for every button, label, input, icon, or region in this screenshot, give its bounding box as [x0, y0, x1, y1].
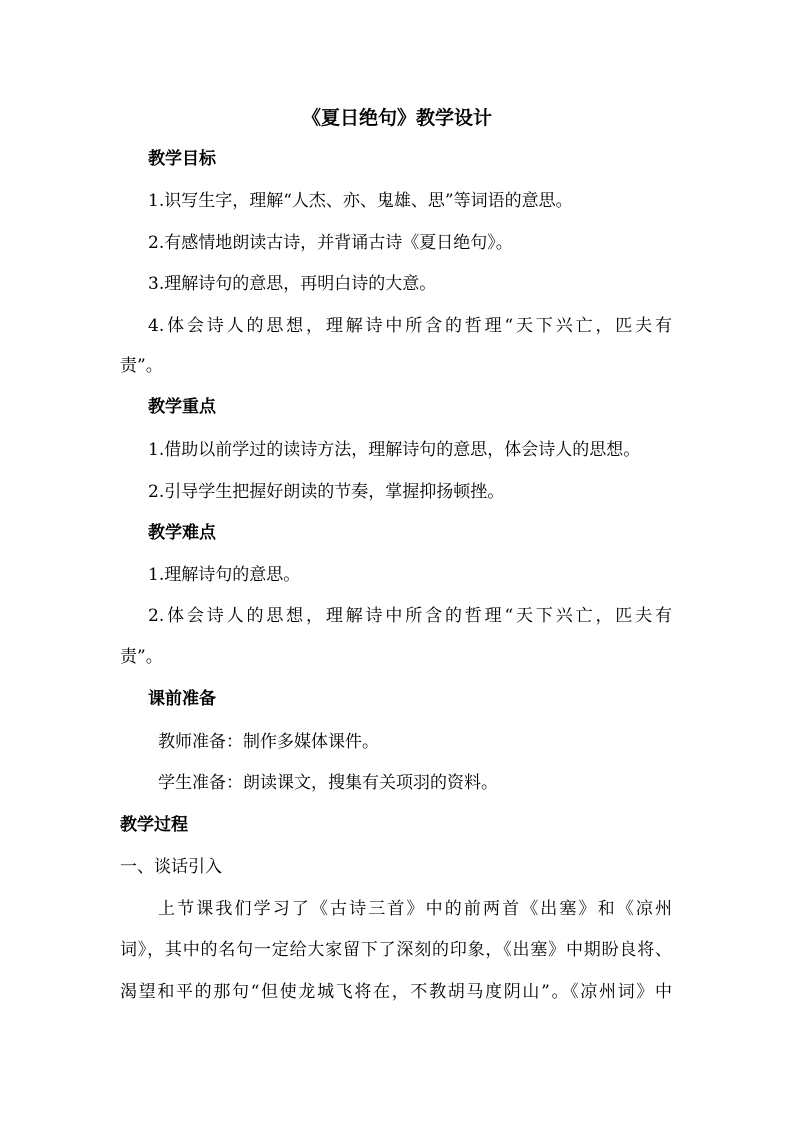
section-heading-key-points: 教学重点	[148, 397, 216, 417]
process-paragraph-line: 渴望和平的那句“但使龙城飞将在，不教胡马度阴山”。《凉州词》中	[120, 982, 672, 1002]
process-subheading: 一、谈话引入	[120, 857, 222, 877]
key-point-item: 2.引导学生把握好朗读的节奏，掌握抑扬顿挫。	[148, 482, 505, 502]
difficulty-item: 2.体会诗人的思想，理解诗中所含的哲理“天下兴亡，匹夫有	[148, 606, 672, 626]
preparation-item: 学生准备：朗读课文，搜集有关项羽的资料。	[158, 773, 498, 793]
goal-item: 1.识写生字，理解“人杰、亦、鬼雄、思”等词语的意思。	[148, 191, 573, 211]
document-title: 《夏日绝句》教学设计	[301, 107, 492, 129]
process-paragraph-line: 上节课我们学习了《古诗三首》中的前两首《出塞》和《凉州	[158, 899, 672, 919]
preparation-item: 教师准备：制作多媒体课件。	[158, 732, 379, 752]
difficulty-item: 1.理解诗句的意思。	[148, 565, 301, 585]
section-heading-preparation: 课前准备	[148, 689, 216, 709]
section-heading-goals: 教学目标	[148, 149, 216, 169]
goal-item-continuation: 责”。	[120, 356, 163, 376]
goal-item: 4.体会诗人的思想，理解诗中所含的哲理“天下兴亡，匹夫有	[148, 316, 672, 336]
key-point-item: 1.借助以前学过的读诗方法，理解诗句的意思，体会诗人的思想。	[148, 440, 641, 460]
section-heading-difficulties: 教学难点	[148, 523, 216, 543]
process-paragraph-line: 词》，其中的名句一定给大家留下了深刻的印象，《出塞》中期盼良将、	[120, 940, 672, 960]
goal-item: 2.有感情地朗读古诗，并背诵古诗《夏日绝句》。	[148, 233, 513, 253]
section-heading-process: 教学过程	[120, 815, 188, 835]
difficulty-item-continuation: 责”。	[120, 647, 163, 667]
goal-item: 3.理解诗句的意思，再明白诗的大意。	[148, 274, 437, 294]
